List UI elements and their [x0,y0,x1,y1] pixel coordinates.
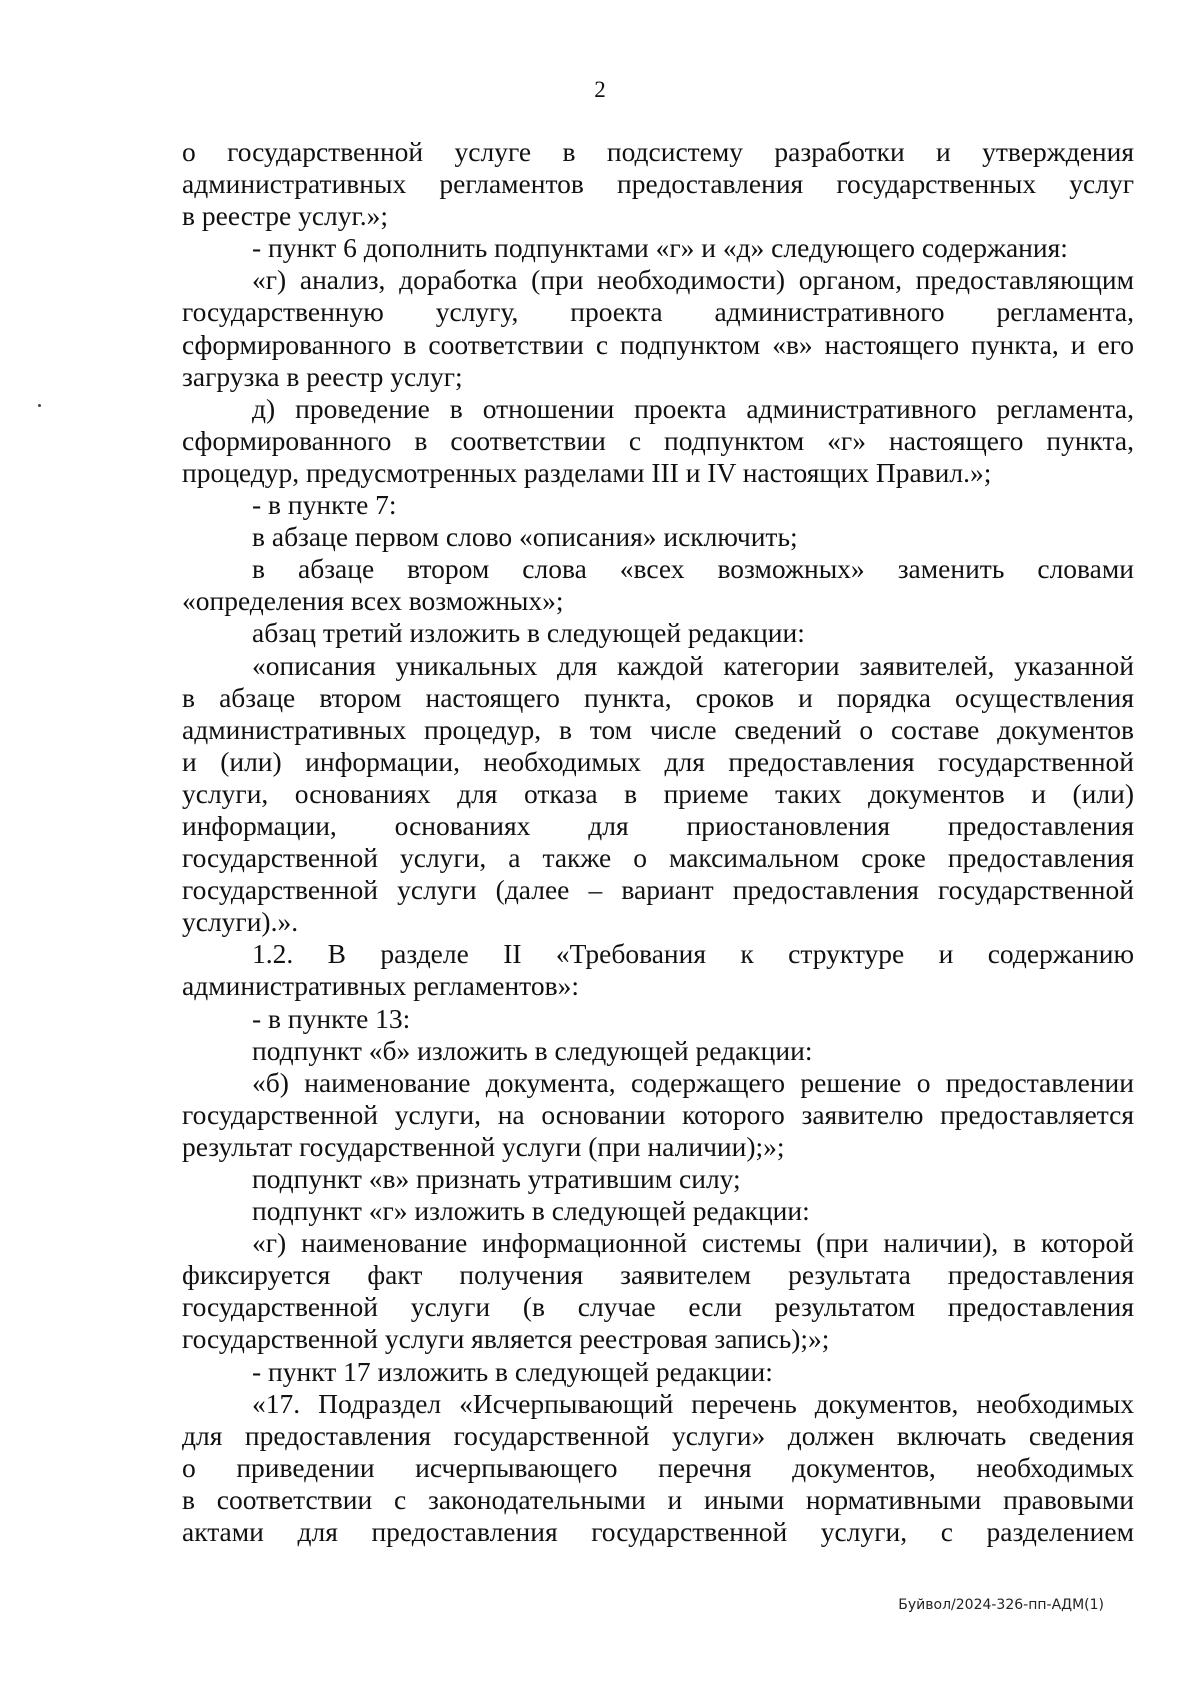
text-line: государственной услуги, на основании которого заявителю предоставляется [182,1098,1134,1130]
text-line: административных процедур, в том числе сведений о составе документов [182,713,1134,745]
text-line: «определения всех возможных»; [182,585,564,617]
text-line: «б) наименование документа, содержащего решение о предоставлении [252,1066,1134,1098]
page-number: 2 [594,77,606,102]
text-line: административных регламентов предоставления государственных услуг [182,168,1134,200]
text-line: в абзаце втором настоящего пункта, сроков и порядка осуществления [182,681,1134,713]
text-line: в соответствии с законодательными и иными нормативными правовыми [182,1483,1134,1515]
text-line: сформированного в соответствии с подпунктом «г» настоящего пункта, [182,424,1134,456]
text-line: о государственной услуге в подсистему разработки и утверждения [182,136,1134,167]
text-line: - в пункте 13: [252,1002,411,1034]
text-line: для предоставления государственной услуги» должен включать сведения [182,1419,1134,1451]
text-line: д) проведение в отношении проекта административного регламента, [252,392,1134,424]
text-line: государственную услугу, проекта административного регламента, [182,296,1134,328]
text-line: «г) наименование информационной системы (при наличии), в которой [252,1227,1134,1259]
text-line: - пункт 6 дополнить подпунктами «г» и «д» следующего содержания: [252,232,1068,264]
text-line: процедур, предусмотренных разделами III и IV настоящих Правил.»; [182,456,992,488]
text-line: абзац третий изложить в следующей редакции: [252,617,805,649]
text-line: государственной услуги, а также о максимальном сроке предоставления [182,842,1134,874]
text-line: подпункт «б» изложить в следующей редакции: [252,1034,813,1066]
text-line: государственной услуги (в случае если результатом предоставления [182,1291,1134,1323]
scan-artifact-dot [38,404,41,407]
text-line: «г) анализ, доработка (при необходимости) органом, предоставляющим [252,264,1134,296]
text-line: подпункт «в» признать утратившим силу; [252,1163,741,1194]
text-line: - в пункте 7: [252,489,397,521]
text-line: и (или) информации, необходимых для предоставления государственной [182,745,1134,777]
text-line: государственной услуги является реестровая запись);»; [182,1323,830,1355]
text-line: в реестре услуг.»; [182,200,388,232]
text-line: в абзаце первом слово «описания» исключить; [252,521,798,553]
text-line: актами для предоставления государственной услуги, с разделением [182,1516,1134,1548]
document-body [182,136,1134,1548]
text-line: административных регламентов»: [182,970,579,1002]
text-line: - пункт 17 изложить в следующей редакции: [252,1355,773,1387]
text-line: 1.2. В разделе II «Требования к структуре и содержанию [252,938,1134,970]
text-line: сформированного в соответствии с подпунктом «в» настоящего пункта, и его [182,328,1134,360]
text-line: государственной услуги (далее – вариант предоставления государственной [182,874,1134,906]
text-line: услуги, основаниях для отказа в приеме таких документов и (или) [182,777,1134,809]
text-line: информации, основаниях для приостановления предоставления [182,809,1134,841]
text-line: услуги).». [182,906,299,938]
text-line: подпункт «г» изложить в следующей редакции: [252,1195,810,1227]
text-line: загрузка в реестр услуг; [182,360,463,392]
text-line: результат государственной услуги (при наличии);»; [182,1130,785,1162]
text-line: фиксируется факт получения заявителем результата предоставления [182,1259,1134,1291]
document-registration-code: Буйвол/2024-326-пп-АДМ(1) [898,1597,1104,1613]
text-line: о приведении исчерпывающего перечня документов, необходимых [182,1451,1134,1483]
text-line: «описания уникальных для каждой категории заявителей, указанной [252,649,1134,681]
text-line: «17. Подраздел «Исчерпывающий перечень документов, необходимых [252,1387,1134,1419]
text-line: в абзаце втором слова «всех возможных» заменить словами [252,553,1134,585]
